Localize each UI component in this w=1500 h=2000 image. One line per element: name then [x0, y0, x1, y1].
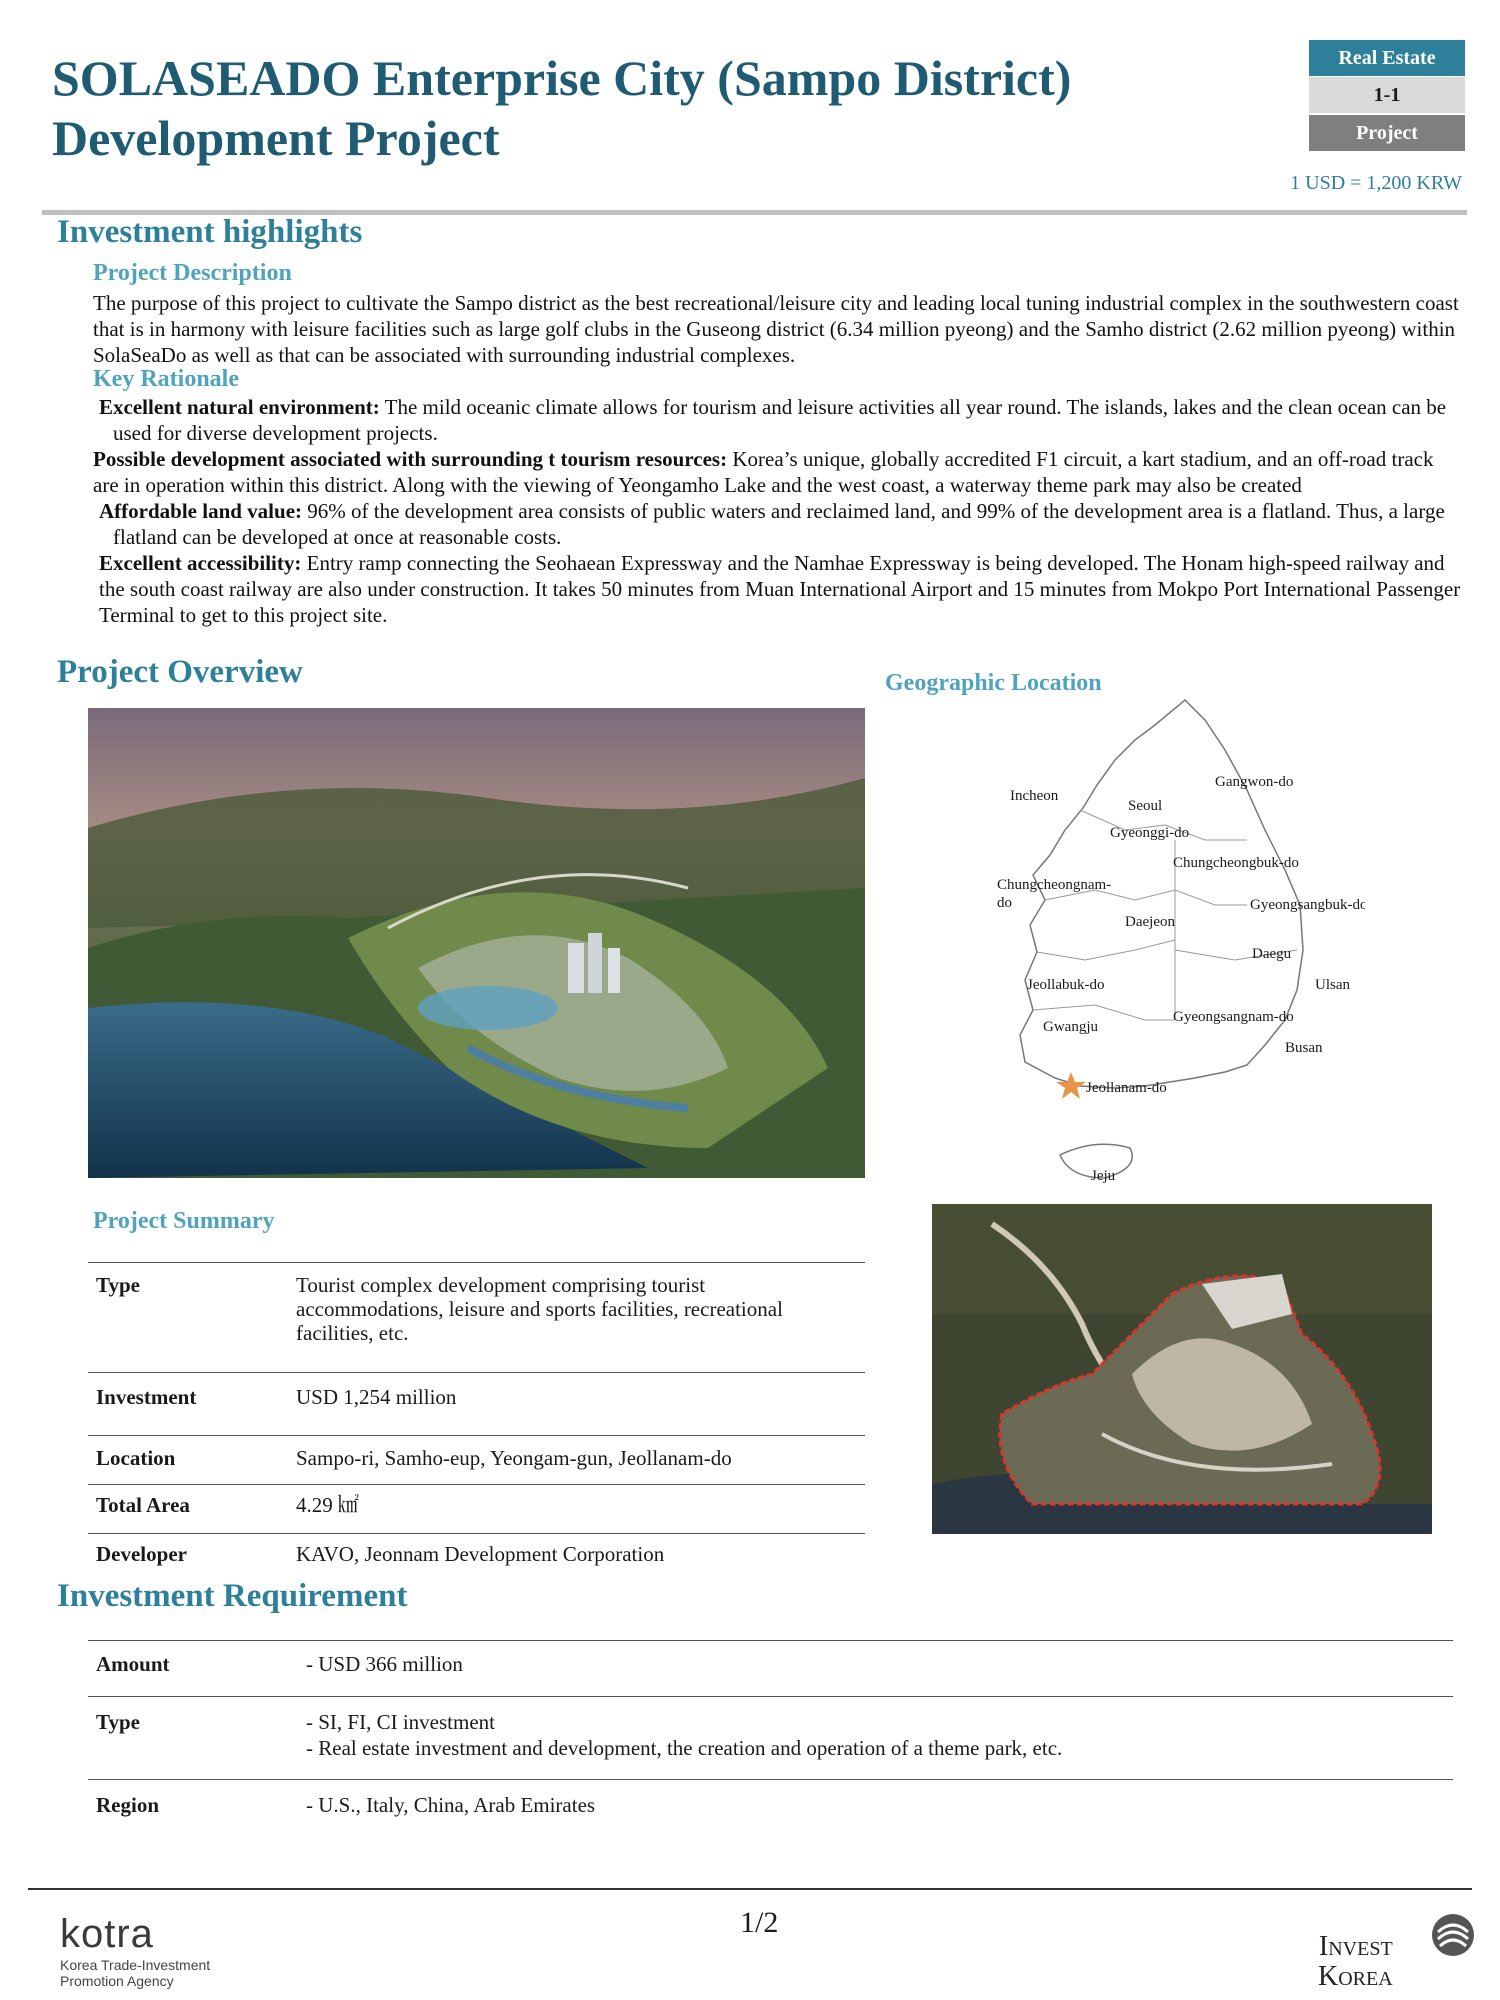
map-label: Incheon	[1010, 788, 1059, 804]
rationale-item	[93, 394, 1463, 446]
rationale-heading: Key Rationale	[93, 366, 239, 392]
summary-key: Total Area	[96, 1493, 190, 1517]
page-title: SOLASEADO Enterprise City (Sampo District) Development Project	[52, 50, 1072, 166]
rationale-item	[93, 446, 1463, 498]
invest-korea-word2: Korea	[1318, 1961, 1393, 1992]
requirement-value	[306, 1780, 1453, 1823]
summary-key: Investment	[96, 1385, 197, 1409]
table-row	[88, 1263, 865, 1373]
rationale-label: Excellent accessibility:	[99, 551, 302, 575]
requirement-line: - U.S., Italy, China, Arab Emirates	[306, 1793, 596, 1817]
rationale-text: Entry ramp connecting the Seohaean Expressway and the Namhae Expressway is being developed. The Honam high-speed railway and the south coast railway are also under construction. It takes 50 minutes from Muan International Airport and 15 minutes from Mokpo Port International Passenger Terminal to get to this project site.	[99, 551, 1461, 627]
map-label: Busan	[1285, 1040, 1323, 1056]
page-number: 1/2	[740, 1906, 779, 1939]
description-text: The purpose of this project to cultivate the Sampo district as the best recreational/leisure city and leading local tuning industrial complex in the southwestern coast that is in harmony with leisure facilities such as large golf clubs in the Guseong district (6.34 million pyeong) and the Samho district (2.62 million pyeong) within SolaSeaDo as well as that can be associated with surrounding industrial complexes.	[93, 291, 1459, 367]
footer-divider	[28, 1888, 1472, 1890]
map-label: Ulsan	[1315, 977, 1350, 993]
rationale-item	[93, 498, 1463, 550]
investment-requirement-table	[88, 1640, 1453, 1822]
table-row	[88, 1485, 865, 1534]
map-label: Chungcheongnam-	[997, 877, 1112, 893]
map-label: Jeollanam-do	[1086, 1080, 1167, 1096]
project-number-tag: 1-1	[1309, 77, 1465, 113]
requirement-key: Type	[96, 1710, 140, 1734]
map-label: Chungcheongbuk-do	[1173, 855, 1299, 871]
summary-value: 4.29 ㎢	[296, 1493, 359, 1517]
project-summary-table	[88, 1262, 865, 1572]
summary-value: USD 1,254 million	[296, 1385, 457, 1409]
overview-heading: Project Overview	[57, 654, 303, 690]
invest-korea-word1: Invest	[1318, 1931, 1393, 1962]
description-heading: Project Description	[93, 260, 292, 286]
type-tag: Project	[1309, 115, 1465, 151]
rationale-label: Affordable land value:	[99, 499, 303, 523]
table-row	[88, 1697, 1453, 1780]
highlights-heading: Investment highlights	[57, 214, 363, 250]
map-label: Gyeonggi-do	[1110, 825, 1190, 841]
summary-value: Tourist complex development comprising tourist accommodations, leisure and sports facilities, recreational facilities, etc.	[296, 1273, 783, 1345]
map-label: Gangwon-do	[1215, 774, 1294, 790]
map-label: do	[997, 895, 1012, 911]
requirement-line: - Real estate investment and development, the creation and operation of a theme park, etc.	[306, 1736, 1063, 1760]
summary-key: Developer	[96, 1542, 187, 1566]
rationale-label: Possible development associated with surrounding t tourism resources:	[93, 447, 728, 471]
requirement-key: Amount	[96, 1652, 170, 1676]
rationale-label: Excellent natural environment:	[99, 395, 380, 419]
kotra-subtitle: Promotion Agency	[60, 1973, 174, 1989]
requirement-value	[306, 1641, 1453, 1697]
summary-value: KAVO, Jeonnam Development Corporation	[296, 1542, 665, 1566]
rationale-text: Korea’s unique, globally accredited F1 circuit, a kart stadium, and an off-road track are in operation within this district. Along with the viewing of Yeongamho Lake and the west coast, a waterway theme park may also be created	[93, 447, 1434, 497]
rationale-text: The mild oceanic climate allows for tourism and leisure activities all year round. The islands, lakes and the clean ocean can be used for diverse development projects.	[113, 395, 1447, 445]
geo-location-heading: Geographic Location	[885, 670, 1102, 696]
map-label: Jeju	[1091, 1168, 1116, 1184]
map-label: Daegu	[1252, 946, 1292, 962]
table-row	[88, 1780, 1453, 1823]
map-label: Gwangju	[1043, 1019, 1098, 1035]
rationale-list	[93, 394, 1463, 628]
table-row	[88, 1641, 1453, 1697]
kotra-subtitle: Korea Trade-Investment	[60, 1957, 211, 1973]
map-label: Daejeon	[1125, 914, 1175, 930]
rationale-item	[93, 550, 1463, 628]
requirement-key: Region	[96, 1793, 159, 1817]
requirement-line: - USD 366 million	[306, 1652, 463, 1676]
satellite-site-image	[932, 1204, 1432, 1534]
map-label: Gyeongsangbuk-do	[1250, 897, 1365, 913]
summary-heading: Project Summary	[93, 1208, 275, 1234]
map-label: Gyeongsangnam-do	[1173, 1009, 1294, 1025]
requirement-heading: Investment Requirement	[57, 1578, 408, 1614]
kotra-wordmark: kotra	[60, 1912, 154, 1956]
invest-korea-emblem-icon	[1430, 1912, 1476, 1958]
summary-key: Location	[96, 1446, 176, 1470]
summary-key: Type	[96, 1273, 140, 1297]
exchange-rate: 1 USD = 1,200 KRW	[1290, 172, 1462, 194]
kotra-logo	[60, 1912, 210, 1989]
map-label: Jeollabuk-do	[1027, 977, 1105, 993]
category-tag: Real Estate	[1309, 40, 1465, 76]
korea-map	[985, 690, 1365, 1190]
summary-value: Sampo-ri, Samho-eup, Yeongam-gun, Jeollanam-do	[296, 1446, 732, 1470]
table-row	[88, 1373, 865, 1436]
rationale-text: 96% of the development area consists of public waters and reclaimed land, and 99% of the development area is a flatland. Thus, a large flatland can be developed at once at reasonable costs.	[113, 499, 1445, 549]
requirement-line: - SI, FI, CI investment	[306, 1710, 495, 1734]
requirement-value	[306, 1697, 1453, 1780]
project-rendering-image	[88, 708, 865, 1178]
table-row	[88, 1436, 865, 1485]
table-row	[88, 1534, 865, 1573]
invest-korea-logo	[1318, 1912, 1393, 1992]
map-label: Seoul	[1128, 798, 1163, 814]
